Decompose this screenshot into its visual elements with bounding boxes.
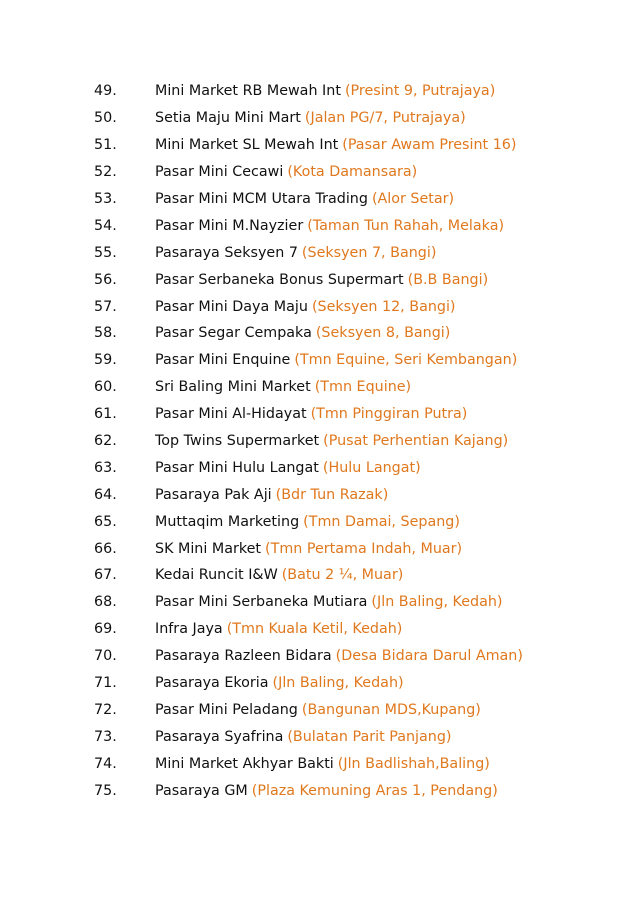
list-item — [94, 777, 523, 804]
store-name: Mini Market RB Mewah Int — [155, 83, 341, 100]
item-number: 72. — [94, 701, 117, 718]
store-name: Pasar Mini M.Nayzier — [155, 217, 304, 234]
store-name: Pasaraya Seksyen 7 — [155, 244, 298, 261]
store-location: (Pusat Perhentian Kajang) — [323, 433, 509, 450]
list-item — [94, 78, 523, 105]
list-item — [94, 616, 523, 643]
store-name: Pasar Segar Cempaka — [155, 325, 312, 342]
store-name: Pasar Mini Enquine — [155, 352, 291, 369]
store-location: (Kota Damansara) — [287, 164, 418, 181]
store-location: (Plaza Kemuning Aras 1, Pendang) — [251, 782, 498, 799]
store-location: (Pasar Awam Presint 16) — [342, 137, 517, 154]
store-name: Pasaraya Pak Aji — [155, 486, 272, 503]
item-number: 75. — [94, 782, 117, 799]
item-number: 73. — [94, 728, 117, 745]
store-name: Pasaraya GM — [155, 782, 248, 799]
store-name: Top Twins Supermarket — [155, 433, 320, 450]
list-item — [94, 293, 523, 320]
item-number: 63. — [94, 459, 117, 476]
store-location: (Taman Tun Rahah, Melaka) — [307, 217, 505, 234]
store-location: (Bangunan MDS,Kupang) — [301, 701, 481, 718]
store-name: Pasar Mini Al-Hidayat — [155, 406, 307, 423]
item-number: 49. — [94, 83, 117, 100]
item-number: 58. — [94, 325, 117, 342]
store-location: (Tmn Damai, Sepang) — [303, 513, 460, 530]
store-location: (Seksyen 12, Bangi) — [311, 298, 456, 315]
store-location: (Tmn Pinggiran Putra) — [310, 406, 468, 423]
store-name: Pasar Mini Cecawi — [155, 164, 284, 181]
store-location: (Desa Bidara Darul Aman) — [335, 648, 523, 665]
list-item — [94, 723, 523, 750]
store-location: (Jln Baling, Kedah) — [272, 675, 404, 692]
item-number: 53. — [94, 191, 117, 207]
list-item — [94, 670, 523, 697]
store-location: (Tmn Kuala Ketil, Kedah) — [226, 621, 403, 638]
item-number: 67. — [94, 567, 117, 584]
list-item — [94, 239, 523, 266]
list-item — [94, 750, 523, 777]
list-item — [94, 589, 523, 616]
item-number: 69. — [94, 621, 117, 638]
item-number: 70. — [94, 648, 117, 665]
item-number: 55. — [94, 244, 117, 261]
store-list — [94, 78, 523, 804]
store-location: (Tmn Equine) — [314, 379, 412, 396]
store-name: Pasaraya Razleen Bidara — [155, 648, 332, 665]
item-number: 56. — [94, 271, 117, 288]
store-name: Muttaqim Marketing — [155, 513, 300, 530]
item-number: 65. — [94, 513, 117, 530]
item-number: 71. — [94, 675, 117, 692]
store-name: Setia Maju Mini Mart — [155, 110, 301, 127]
item-number: 57. — [94, 298, 117, 315]
store-name: Pasar Mini Serbaneka Mutiara — [155, 594, 368, 611]
store-name: Pasar Mini MCM Utara Trading — [155, 191, 368, 207]
store-location: (Presint 9, Putrajaya) — [344, 83, 496, 100]
list-item — [94, 159, 523, 186]
list-item — [94, 696, 523, 723]
store-name: Pasaraya Syafrina — [155, 728, 284, 745]
store-location: (Bulatan Parit Panjang) — [287, 728, 452, 745]
item-number: 54. — [94, 217, 117, 234]
list-item — [94, 320, 523, 347]
store-name: Pasar Serbaneka Bonus Supermart — [155, 271, 404, 288]
list-item — [94, 481, 523, 508]
item-number: 68. — [94, 594, 117, 611]
store-location: (Seksyen 7, Bangi) — [301, 244, 437, 261]
item-number: 74. — [94, 755, 117, 772]
list-item — [94, 454, 523, 481]
item-number: 61. — [94, 406, 117, 423]
store-location: (Hulu Langat) — [322, 459, 421, 476]
store-location: (Alor Setar) — [371, 191, 455, 207]
list-item — [94, 186, 523, 213]
list-item — [94, 535, 523, 562]
store-location: (Bdr Tun Razak) — [275, 486, 389, 503]
item-number: 52. — [94, 164, 117, 181]
store-name: Kedai Runcit I&W — [155, 567, 278, 584]
list-item — [94, 132, 523, 159]
store-location: (B.B Bangi) — [407, 271, 489, 288]
store-name: Pasaraya Ekoria — [155, 675, 269, 692]
list-item — [94, 212, 523, 239]
store-location: (Jalan PG/7, Putrajaya) — [304, 110, 466, 127]
item-number: 60. — [94, 379, 117, 396]
list-item — [94, 347, 523, 374]
list-item — [94, 105, 523, 132]
list-item — [94, 643, 523, 670]
list-item — [94, 374, 523, 401]
store-location: (Jln Badlishah,Baling) — [337, 755, 490, 772]
item-number: 51. — [94, 137, 117, 154]
store-location: (Tmn Equine, Seri Kembangan) — [294, 352, 518, 369]
store-name: Pasar Mini Hulu Langat — [155, 459, 319, 476]
store-location: (Batu 2 ¼, Muar) — [281, 567, 404, 584]
store-name: Pasar Mini Daya Maju — [155, 298, 308, 315]
item-number: 66. — [94, 540, 117, 557]
store-name: Mini Market Akhyar Bakti — [155, 755, 334, 772]
list-item — [94, 508, 523, 535]
store-name: SK Mini Market — [155, 540, 262, 557]
store-location: (Tmn Pertama Indah, Muar) — [265, 540, 463, 557]
store-name: Pasar Mini Peladang — [155, 701, 298, 718]
store-location: (Jln Baling, Kedah) — [371, 594, 503, 611]
list-item — [94, 266, 523, 293]
list-item — [94, 401, 523, 428]
item-number: 62. — [94, 433, 117, 450]
list-item — [94, 428, 523, 455]
store-location: (Seksyen 8, Bangi) — [315, 325, 451, 342]
list-item — [94, 562, 523, 589]
item-number: 50. — [94, 110, 117, 127]
store-name: Infra Jaya — [155, 621, 223, 638]
store-name: Sri Baling Mini Market — [155, 379, 311, 396]
item-number: 64. — [94, 486, 117, 503]
store-name: Mini Market SL Mewah Int — [155, 137, 339, 154]
item-number: 59. — [94, 352, 117, 369]
